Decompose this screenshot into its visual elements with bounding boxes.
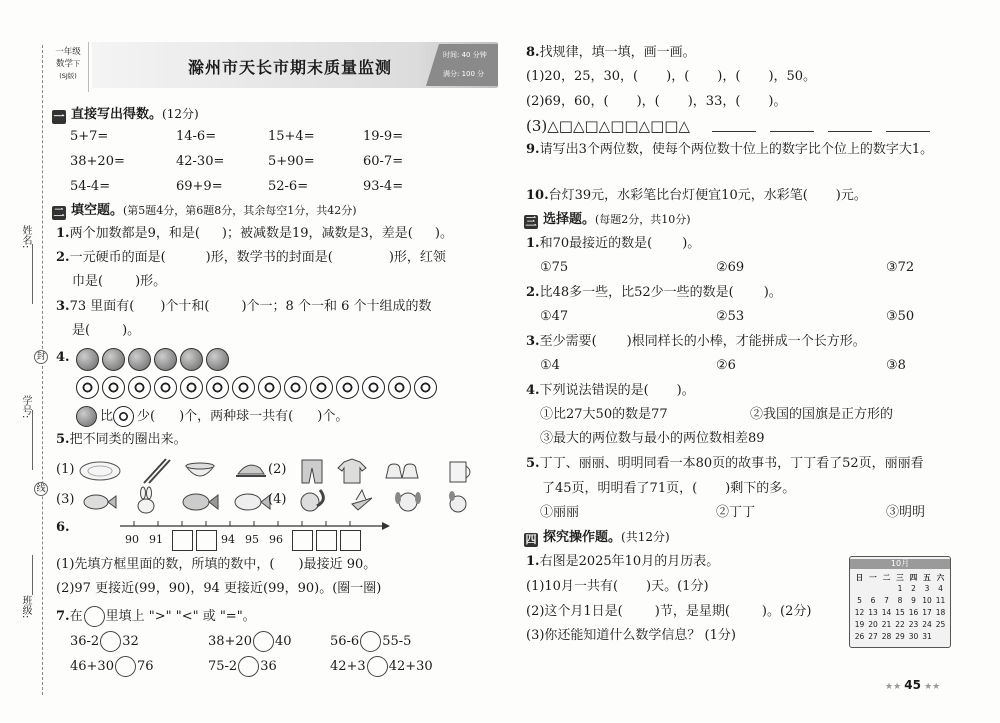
choice-option: ①47 xyxy=(540,309,569,324)
calendar-day: 31 xyxy=(922,632,932,641)
calendar-day: 30 xyxy=(908,632,919,641)
number-line-label: 95 xyxy=(245,533,259,546)
mental-math-item: 15+4= xyxy=(268,129,315,144)
basketball-icon xyxy=(206,348,229,371)
choice-q5-opt3: ③明明 xyxy=(886,505,926,520)
soccer-ball-icon xyxy=(258,376,281,399)
group-2-items xyxy=(292,456,482,486)
binding-line xyxy=(42,45,43,695)
choice-q5-opt2: ②丁丁 xyxy=(716,505,756,520)
answer-box xyxy=(340,530,361,551)
cap-icon xyxy=(238,465,264,474)
fill-q1: 1.两个加数都是9，和是( )；被减数是19，减数是3，差是( )。 xyxy=(56,226,453,241)
answer-box xyxy=(196,530,217,551)
soccer-ball-icon xyxy=(180,376,203,399)
calendar-weekday: 五 xyxy=(923,573,931,582)
compare-item xyxy=(208,656,277,677)
basketball-icon xyxy=(128,348,151,371)
compare-left: 56-6 xyxy=(330,634,360,649)
calendar-day: 16 xyxy=(908,608,919,617)
section-3-icon: 三 xyxy=(525,215,537,228)
compare-circle-sample xyxy=(84,606,105,627)
calendar-day: 9 xyxy=(911,596,916,605)
soccer-ball-icon xyxy=(128,376,151,399)
choice-option: ②69 xyxy=(716,260,745,275)
choice-q5-opt1: ①丽丽 xyxy=(540,505,580,520)
basketball-icon xyxy=(154,348,177,371)
choice-q4-opt2: ②我国的国旗是正方形的 xyxy=(750,407,894,422)
soccer-ball-icon xyxy=(310,376,333,399)
dog-icon xyxy=(399,493,417,511)
fill-q6-part2: (2)97 更接近(99，90)，94 更接近(99，90)。(圈一圈) xyxy=(56,581,382,596)
group-1-items xyxy=(78,456,278,486)
compare-circle[interactable] xyxy=(360,631,381,652)
soccer-ball-icon xyxy=(76,376,99,399)
compare-left: 75-2 xyxy=(208,659,238,674)
calendar-day: 4 xyxy=(938,584,943,593)
choice-question: 3.至少需要( )根同样长的小棒，才能拼成一个长方形。 xyxy=(526,334,866,349)
calendar-day: 5 xyxy=(857,596,862,605)
rabbit-icon xyxy=(138,499,154,513)
choice-option: ③72 xyxy=(886,260,915,275)
compare-circle[interactable] xyxy=(100,631,121,652)
shape-pattern: (3)△□△□△□□△□□△ xyxy=(526,117,690,135)
basketball-icon xyxy=(76,348,99,371)
fill-q6-part1: (1)先填方框里面的数，所填的数中，( )最接近 90。 xyxy=(56,557,377,572)
choice-question: 1.和70最接近的数是( )。 xyxy=(526,236,701,251)
fill-q4-text: 比 少( )个，两种球一共有( )个。 xyxy=(76,406,348,427)
mental-math-item: 93-4= xyxy=(363,179,404,194)
choice-option: ①75 xyxy=(540,260,569,275)
pattern-blank-2 xyxy=(770,131,814,132)
compare-right: 76 xyxy=(136,659,154,674)
compare-right: 55-5 xyxy=(382,634,412,649)
calendar-day: 13 xyxy=(868,608,878,617)
choice-q5: 5.丁丁、丽丽、明明同看一本80页的故事书，丁丁看了52页，丽丽看 xyxy=(526,456,924,471)
subject-text: 数学下 xyxy=(55,59,80,69)
calendar-day: 19 xyxy=(854,620,865,629)
calendar-day: 28 xyxy=(881,632,892,641)
q8-title: 8.找规律，填一填，画一画。 xyxy=(526,45,696,60)
calendar-day: 11 xyxy=(935,596,946,605)
answer-box xyxy=(316,530,337,551)
number-line-label: 94 xyxy=(221,533,235,546)
mental-math-item: 42-30= xyxy=(176,154,225,169)
section-4-heading: 四 探究操作题。(共12分) xyxy=(525,530,670,546)
group-4-label: (4) xyxy=(268,492,287,507)
soccer-ball-icon xyxy=(362,376,385,399)
calendar-day: 18 xyxy=(935,608,946,617)
pattern-blank-4 xyxy=(886,131,930,132)
compare-circle[interactable] xyxy=(367,656,388,677)
id-line xyxy=(32,410,33,470)
mental-math-item: 60-7= xyxy=(363,154,404,169)
section-3-heading: 三 选择题。(每题2分，共10分) xyxy=(525,212,691,228)
calendar-weekday: 三 xyxy=(896,573,904,582)
basketball-row xyxy=(76,348,232,371)
group-3-items xyxy=(78,486,278,516)
calendar-day: 8 xyxy=(897,596,903,605)
mental-math-item: 38+20= xyxy=(70,154,125,169)
line-mark: 线 xyxy=(34,482,48,496)
calendar-weekday: 四 xyxy=(909,573,918,582)
compare-right: 36 xyxy=(260,659,277,674)
calendar-day: 6 xyxy=(870,596,876,605)
calendar-day: 3 xyxy=(924,584,930,593)
compare-circle[interactable] xyxy=(115,656,136,677)
calendar-day: 12 xyxy=(854,608,865,617)
explore-q1-part2: (2)这个月1日是( )节，是星期( )。(2分) xyxy=(526,604,812,619)
group-1-label: (1) xyxy=(56,462,75,477)
header-banner xyxy=(48,42,500,88)
calendar-weekday: 二 xyxy=(882,573,891,582)
q8-line2: (2)69，60，( )，( )，33，( )。 xyxy=(526,94,787,109)
mental-math-item: 14-6= xyxy=(176,129,217,144)
pants-icon xyxy=(302,460,322,483)
compare-left: 38+20 xyxy=(208,634,252,649)
calendar-weekday: 六 xyxy=(936,573,945,582)
compare-item xyxy=(70,631,139,652)
calendar-day: 25 xyxy=(935,620,946,629)
fill-q3-cont: 是( )。 xyxy=(72,323,141,338)
choice-option: ①4 xyxy=(540,358,560,373)
calendar-day: 27 xyxy=(868,632,878,641)
cup-icon xyxy=(450,462,466,482)
calendar-day: 22 xyxy=(895,620,905,629)
section-1-icon: 一 xyxy=(53,110,65,123)
choice-option: ②6 xyxy=(716,358,736,373)
number-line xyxy=(120,518,392,530)
seal-mark: 封 xyxy=(34,350,48,364)
q8-line1: (1)20，25，30，( )，( )，( )，50。 xyxy=(526,69,817,84)
choice-q4-opt1: ①比27大50的数是77 xyxy=(540,407,668,422)
fill-q7: 7.在 里填上 ">" "<" 或 "="。 xyxy=(56,606,256,627)
name-label: 姓名: xyxy=(20,225,31,249)
group-3-label: (3) xyxy=(56,492,75,507)
calendar-day: 15 xyxy=(895,608,905,617)
soccer-ball-icon xyxy=(336,376,359,399)
mental-math-item: 69+9= xyxy=(176,179,223,194)
fill-q5: 5.把不同类的圈出来。 xyxy=(56,432,187,447)
class-label: 班级: xyxy=(20,595,31,619)
section-2-icon: 二 xyxy=(53,206,65,219)
calendar-day: 14 xyxy=(881,608,892,617)
fill-q6-num: 6. xyxy=(56,520,70,535)
answer-box xyxy=(172,530,193,551)
exam-time: 时间: 40 分钟 xyxy=(443,51,487,59)
explore-q1: 1.右图是2025年10月的月历表。 xyxy=(526,554,720,569)
pattern-blank-1 xyxy=(712,131,756,132)
calendar-weekday: 日 xyxy=(855,573,864,582)
name-line xyxy=(32,244,33,304)
calendar-day: 23 xyxy=(908,620,919,629)
q8-line3 xyxy=(526,117,690,135)
calendar xyxy=(849,556,951,648)
calendar-day: 21 xyxy=(881,620,892,629)
group-4-items xyxy=(292,486,482,516)
fish-icon-2 xyxy=(183,494,209,510)
choice-option: ③50 xyxy=(886,309,915,324)
compare-left: 42+3 xyxy=(330,659,366,674)
page-number: ★★ 45 ★★ xyxy=(885,678,941,692)
class-line xyxy=(32,555,33,595)
fill-q2: 2.一元硬币的面是( )形，数学书的封面是( )形，红领 xyxy=(56,250,446,265)
squirrel-icon xyxy=(301,493,319,511)
grade-text: 一年级 xyxy=(55,47,81,57)
choice-q5-cont: 了45页，明明看了71页，( )剩下的多。 xyxy=(542,481,796,496)
explore-q1-part3: (3)你还能知道什么数学信息？ (1分) xyxy=(526,628,736,643)
basketball-icon xyxy=(76,406,97,427)
mental-math-item: 19-9= xyxy=(363,129,404,144)
basketball-icon xyxy=(180,348,203,371)
plate-icon xyxy=(80,462,120,480)
mental-math-item: 52-6= xyxy=(268,179,309,194)
calendar-day: 17 xyxy=(922,608,932,617)
fill-q2-cont: 巾是( )形。 xyxy=(72,274,167,289)
fish-icon-3 xyxy=(235,494,261,510)
mental-math-item: 5+7= xyxy=(70,129,109,144)
calendar-day: 7 xyxy=(884,596,889,605)
q10: 10.台灯39元，水彩笔比台灯便宜10元，水彩笔( )元。 xyxy=(526,188,867,203)
fill-q4-num: 4. xyxy=(56,350,70,365)
compare-right: 42+30 xyxy=(388,659,433,674)
basketball-icon xyxy=(102,348,125,371)
classify-row-1 xyxy=(56,456,476,486)
calendar-day: 2 xyxy=(911,584,916,593)
calendar-day: 20 xyxy=(868,620,878,629)
choice-q4: 4.下列说法错误的是( )。 xyxy=(526,383,695,398)
classify-row-2 xyxy=(56,486,476,516)
soccer-ball-icon xyxy=(388,376,411,399)
calendar-day: 29 xyxy=(895,632,905,641)
mental-math-item: 5+90= xyxy=(268,154,315,169)
soccer-ball-icon xyxy=(154,376,177,399)
calendar-month: 10月 xyxy=(850,559,950,569)
number-line-label: 90 xyxy=(125,533,139,546)
choice-q4-opt3: ③最大的两位数与最小的两位数相差89 xyxy=(540,431,765,446)
calendar-day: 26 xyxy=(854,632,865,641)
mental-math-item: 54-4= xyxy=(70,179,111,194)
soccer-ball-row xyxy=(76,376,440,399)
edition-text: (SJ版) xyxy=(59,72,77,80)
compare-item xyxy=(330,656,433,677)
compare-item xyxy=(70,656,154,677)
number-line-label: 91 xyxy=(149,533,163,546)
number-line-label: 96 xyxy=(269,533,283,546)
q9: 9.请写出3个两位数，使每个两位数十位上的数字比个位上的数字大1。 xyxy=(526,142,934,157)
shoes-icon xyxy=(386,464,402,478)
shirt-icon xyxy=(338,459,366,483)
chopsticks-icon xyxy=(144,459,166,483)
calendar-day: 10 xyxy=(922,596,932,605)
answer-box xyxy=(292,530,313,551)
soccer-ball-icon xyxy=(113,406,134,427)
fill-q3: 3.73 里面有( )个十和( )个一；8 个一和 6 个十组成的数 xyxy=(56,299,432,314)
calendar-day: 24 xyxy=(922,620,932,629)
soccer-ball-icon xyxy=(206,376,229,399)
compare-right: 32 xyxy=(122,634,139,649)
choice-option: ②53 xyxy=(716,309,745,324)
exam-score: 满分: 100 分 xyxy=(443,70,485,78)
fish-icon xyxy=(84,495,108,509)
calendar-weekday: 一 xyxy=(869,573,877,582)
student-id-label: 学号: xyxy=(20,395,31,419)
section-1-heading: 一 直接写出得数。(12分) xyxy=(53,107,199,123)
compare-right: 40 xyxy=(274,634,292,649)
group-2-label: (2) xyxy=(268,462,287,477)
compare-left: 46+30 xyxy=(70,659,114,674)
compare-left: 36-2 xyxy=(70,634,100,649)
compare-item xyxy=(330,631,411,652)
explore-q1-part1: (1)10月一共有( )天。(1分) xyxy=(526,579,709,594)
choice-option: ③8 xyxy=(886,358,906,373)
soccer-ball-icon xyxy=(232,376,255,399)
soccer-ball-icon xyxy=(284,376,307,399)
section-2-heading: 二 填空题。(第5题4分，第6题8分，其余每空1分，共42分) xyxy=(53,203,357,219)
soccer-ball-icon xyxy=(414,376,437,399)
calendar-day: 1 xyxy=(897,584,903,593)
compare-item xyxy=(208,631,292,652)
grade-box xyxy=(48,42,89,92)
compare-circle[interactable] xyxy=(238,656,259,677)
compare-circle[interactable] xyxy=(253,631,274,652)
exam-title: 滁州市天长市期末质量监测 xyxy=(188,58,393,77)
section-4-icon: 四 xyxy=(525,533,537,546)
soccer-ball-icon xyxy=(102,376,125,399)
pattern-blank-3 xyxy=(828,131,872,132)
choice-question: 2.比48多一些，比52少一些的数是( )。 xyxy=(526,285,782,300)
